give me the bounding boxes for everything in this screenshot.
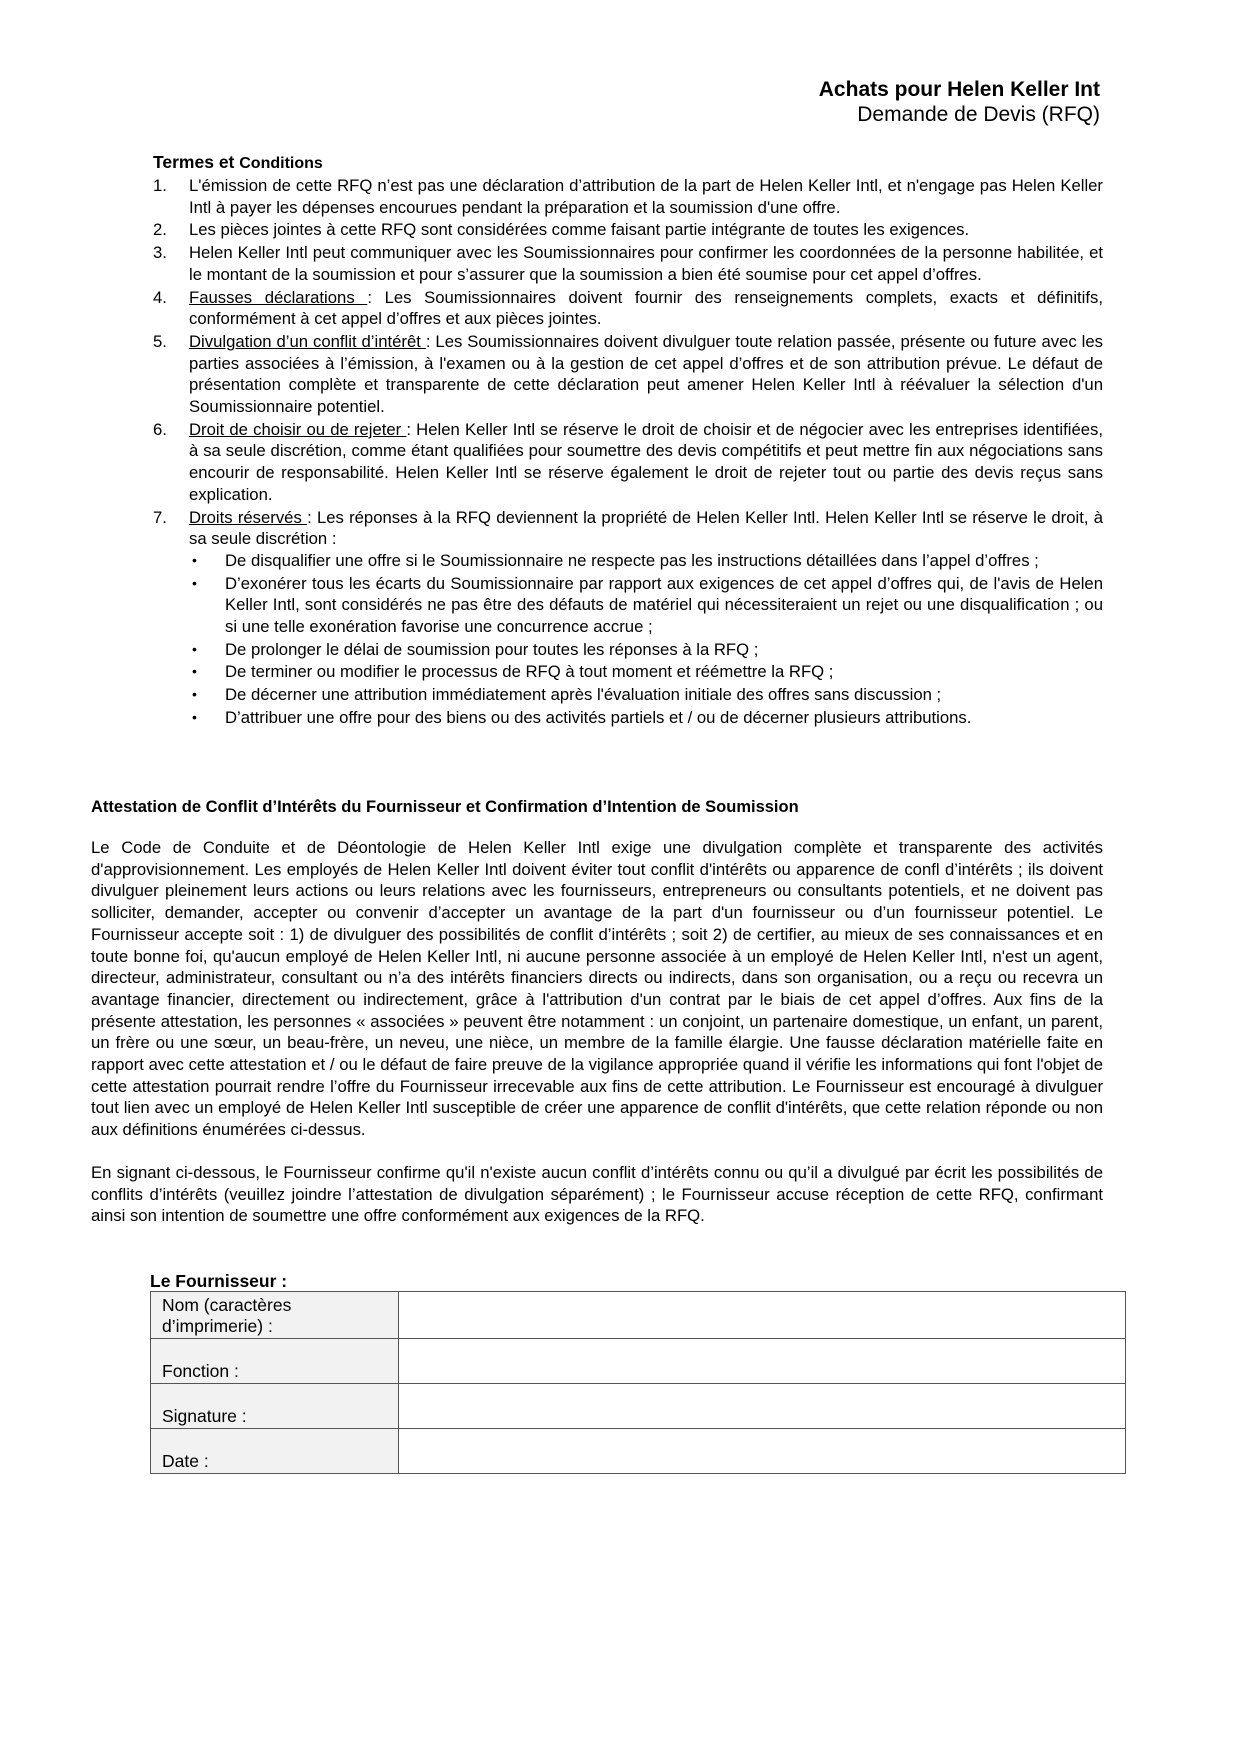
item-label: Divulgation d’un conflit d’intérêt [189,331,426,351]
terms-item-7 [153,507,1103,729]
reserved-rights-list [189,550,1103,729]
terms-title [153,152,1103,174]
bullet-item [189,707,1103,729]
bullet-text: D’exonérer tous les écarts du Soumissionnaire par rapport aux exigences de cet appel d’offres qui, de l'avis de Helen Keller Intl, sont considérés ne pas être des défauts de matériel qui nécessiteraient un rejet ou une disqualification ; ou si une telle exonération favorise une concurrence accrue ; [225,573,1103,637]
item-number: 3. [153,243,167,263]
table-row [151,1429,1126,1474]
date-field[interactable] [399,1429,1126,1474]
attestation-section [91,797,1103,1248]
item-text: Helen Keller Intl peut communiquer avec les Soumissionnaires pour confirmer les coordonnées de la personne habilitée, et le montant de la soumission et pour s’assurer que la soumission a bien été soumise pour cet appel d’offres. [189,243,1103,284]
attestation-title: Attestation de Conflit d’Intérêts du Fournisseur et Confirmation d’Intention de Soumission [91,798,799,816]
item-number: 6. [153,419,167,439]
function-field[interactable] [399,1339,1126,1384]
supplier-signature-table [150,1291,1126,1474]
item-text: L'émission de cette RFQ n’est pas une déclaration d’attribution de la part de Helen Keller Intl, et n'engage pas Helen Keller Intl à payer les dépenses encourues pendant la préparation et la soumission d'une offre. [189,176,1103,217]
table-row [151,1292,1126,1339]
item-text: : Les réponses à la RFQ deviennent la propriété de Helen Keller Intl. Helen Keller Intl se réserve le droit, à sa seule discrétion : [189,507,1103,549]
date-label: Date : [151,1429,399,1474]
terms-title-small: Conditions [239,155,323,172]
bullet-text: De décerner une attribution immédiatement après l'évaluation initiale des offres sans discussion ; [225,685,942,705]
name-label-line2: d’imprimerie) : [162,1316,273,1336]
bullet-text: De prolonger le délai de soumission pour toutes les réponses à la RFQ ; [225,639,759,659]
bullet-icon: • [192,686,197,703]
bullet-item [189,684,1103,706]
item-text: : Les Soumissionnaires doivent fournir des renseignements complets, exacts et définitifs, conformément à cet appel d’offres et aux pièces jointes. [189,287,1103,329]
terms-item-2 [153,219,1103,241]
attestation-paragraph-2: En signant ci-dessous, le Fournisseur confirme qu'il n'existe aucun conflit d’intérêts connu ou qu’il a divulgué par écrit les possibilités de conflits d’intérêts (veuillez joindre l’attestation de divulgation séparément) ; le Fournisseur accuse réception de cette RFQ, confirmant ainsi son intention de soumettre une offre conformément aux exigences de la RFQ. [91,1162,1103,1226]
header-subtitle: Demande de Devis (RFQ) [857,103,1100,126]
terms-item-6 [153,419,1103,506]
item-text: Les pièces jointes à cette RFQ sont considérées comme faisant partie intégrante de toutes les exigences. [189,220,970,240]
bullet-text: De disqualifier une offre si le Soumissionnaire ne respecte pas les instructions détaillées dans l’appel d’offres ; [225,550,1039,570]
signature-label: Signature : [151,1384,399,1429]
bullet-icon: • [192,663,197,680]
item-number: 7. [153,507,167,527]
bullet-text: De terminer ou modifier le processus de RFQ à tout moment et réémettre la RFQ ; [225,662,834,682]
terms-title-main: Termes et [153,152,240,172]
bullet-icon: • [192,708,197,725]
bullet-item [189,573,1103,638]
terms-item-4 [153,287,1103,330]
item-label: Fausses déclarations [189,287,368,307]
supplier-section [150,1271,1126,1474]
supplier-title: Le Fournisseur : [150,1271,288,1291]
bullet-icon: • [192,551,197,568]
bullet-icon: • [192,574,197,591]
item-text: : Helen Keller Intl se réserve le droit de choisir et de négocier avec les entreprises identifiées, à sa seule discrétion, comme étant qualifiées pour soumettre des devis compétitifs et peut mettre fin aux négociations sans encourir de responsabilité. Helen Keller Intl se réserve également le droit de rejeter tout ou partie des devis reçus sans explication. [189,419,1103,504]
bullet-item [189,550,1103,572]
item-number: 1. [153,176,167,195]
document-header [819,77,1100,127]
table-row [151,1339,1126,1384]
header-org: Achats pour Helen Keller Int [818,78,1100,101]
terms-item-1 [153,175,1103,218]
item-number: 2. [153,220,167,240]
table-row [151,1384,1126,1429]
name-label-line1: Nom (caractères [162,1295,292,1315]
bullet-text: D’attribuer une offre pour des biens ou des activités partiels et / ou de décerner plusieurs attributions. [225,707,972,727]
bullet-item [189,661,1103,683]
name-label [151,1292,399,1339]
terms-item-3 [153,242,1103,285]
terms-list [153,175,1103,729]
bullet-item [189,639,1103,661]
bullet-icon: • [192,640,197,657]
function-label: Fonction : [151,1339,399,1384]
terms-item-5 [153,331,1103,418]
item-number: 4. [153,287,167,307]
terms-section [153,152,1103,730]
signature-field[interactable] [399,1384,1126,1429]
item-text: : Les Soumissionnaires doivent divulguer toute relation passée, présente ou future avec les parties associées à l’émission, à l'examen ou à la gestion de cet appel d’offres et de son attribution prévue. Le défaut de présentation complète et transparente de cette déclaration peut amener Helen Keller Intl à réévaluer la sélection d'un Soumissionnaire potentiel. [189,331,1103,417]
attestation-paragraph-1: Le Code de Conduite et de Déontologie de Helen Keller Intl exige une divulgation complète et transparente des activités d'approvisionnement. Les employés de Helen Keller Intl doivent éviter tout conflit d'intérêts ou apparence de confl d’intérêts ; ils doivent divulguer pleinement leurs actions ou leurs relations avec les fournisseurs, entrepreneurs ou consultants potentiels, et ne doivent pas solliciter, demander, accepter ou convenir d’accepter un avantage de la part d'un fournisseur ou d’un fournisseur potentiel. Le Fournisseur accepte soit : 1) de divulguer des possibilités de conflit d’intérêts ; soit 2) de certifier, au mieux de ses connaissances et en toute bonne foi, qu'aucun employé de Helen Keller Intl, ni aucune personne associée à un employé de Helen Keller Intl, n'est un agent, directeur, administrateur, consultant ou n’a des intérêts financiers directs ou indirects, dans son organisation, ou a reçu ou recevra un avantage financier, directement ou indirectement, grâce à l'attribution d'un contrat par le biais de cet appel d’offres. Aux fins de la présente attestation, les personnes « associées » peuvent être notamment : un conjoint, un partenaire domestique, un enfant, un parent, un frère ou une sœur, un beau-frère, un neveu, une nièce, un membre de la famille élargie. Une fausse déclaration matérielle faite en rapport avec cette attestation et / ou le défaut de faire preuve de la vigilance appropriée quand il vérifie les informations qui font l'objet de cette attestation pourrait rendre l’offre du Fournisseur irrecevable aux fins de cette attribution. Le Fournisseur est encouragé à divulguer tout lien avec un employé de Helen Keller Intl susceptible de créer une apparence de conflit d'intérêts, que cette relation réponde ou non aux définitions énumérées ci-dessus. [91,838,1103,1140]
name-field[interactable] [399,1292,1126,1339]
item-label: Droit de choisir ou de rejeter [189,419,407,439]
item-label: Droits réservés [189,507,308,527]
item-number: 5. [153,331,167,351]
